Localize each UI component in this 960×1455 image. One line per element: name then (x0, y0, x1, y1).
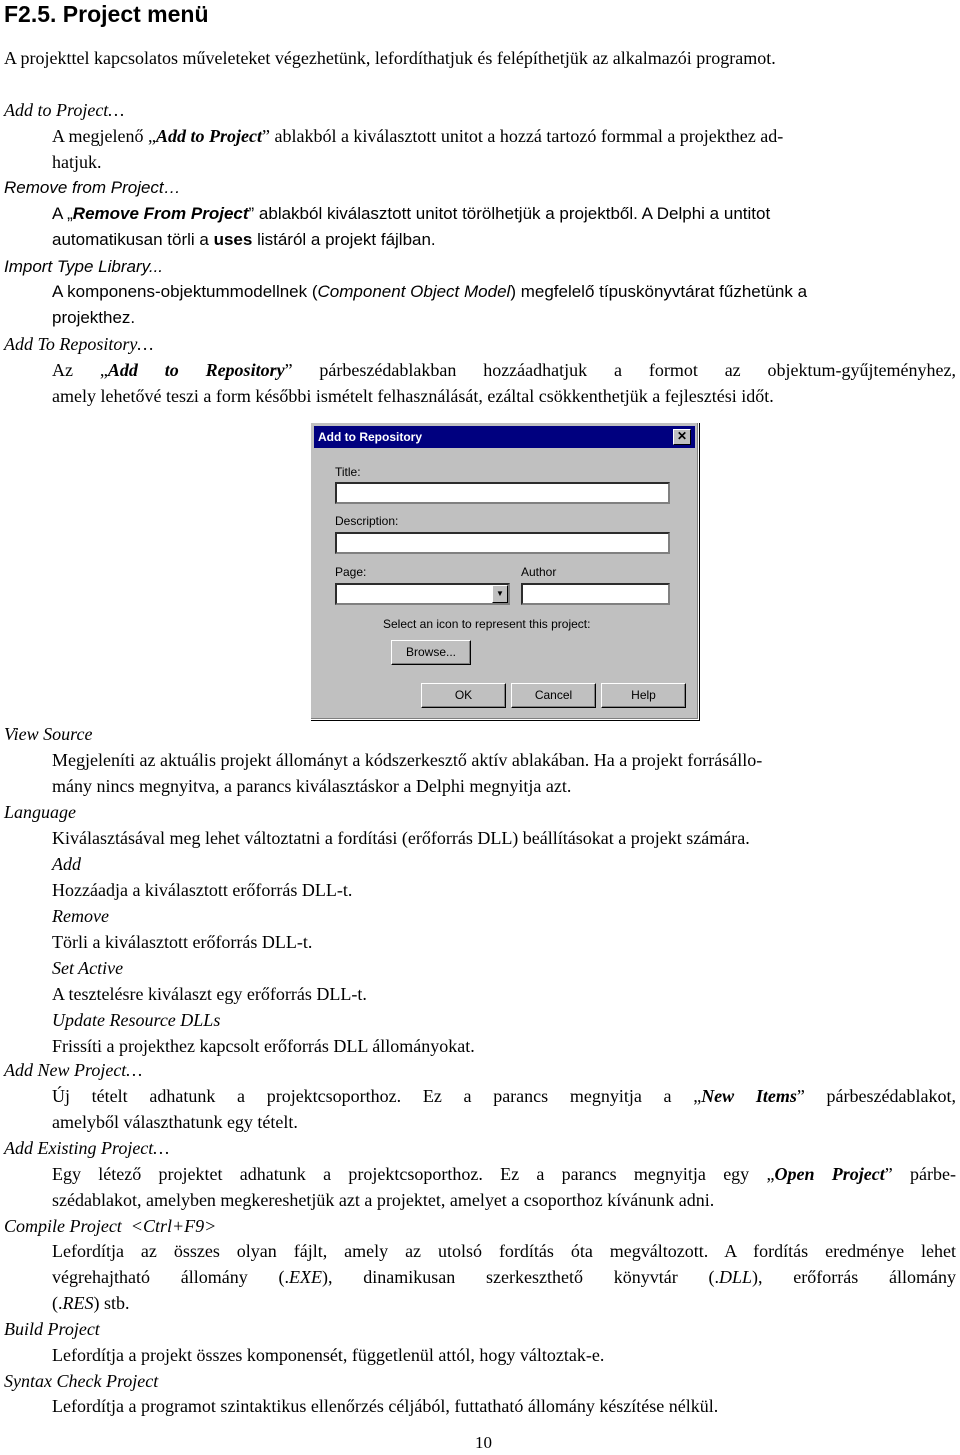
compile-project-desc: Lefordítja az összes olyan fájlt, amely az utolsó fordítás óta megváltozott. A fordítás eredménye lehet (52, 1241, 956, 1261)
section-heading: F2.5. Project menü (4, 1, 209, 27)
help-button[interactable]: Help (601, 683, 686, 708)
dialog-title-bar (314, 426, 695, 448)
term-add-to-repository: Add To Repository… (4, 334, 154, 354)
page-number: 10 (475, 1433, 492, 1452)
add-existing-project-desc: Egy létező projektet adhatunk a projektcsoporthoz. Ez a parancs megnyitja egy „Open Project” párbe- (52, 1164, 956, 1184)
close-icon[interactable]: ✕ (673, 429, 691, 445)
intro-text: A projekttel kapcsolatos műveleteket végezhetünk, lefordíthatjuk és felépíthetjük az alkalmazói programot. (4, 48, 776, 68)
add-to-repository-dialog (310, 422, 699, 720)
description-label: Description: (335, 514, 399, 528)
add-to-project-desc-cont: hatjuk. (52, 152, 102, 172)
page-combobox[interactable] (335, 583, 510, 605)
term-language: Language (4, 802, 76, 822)
browse-button[interactable]: Browse... (391, 640, 471, 665)
term-language-set-active: Set Active (52, 958, 124, 978)
term-build-project: Build Project (4, 1319, 100, 1339)
term-import-type-library: Import Type Library... (4, 257, 164, 276)
language-update-desc: Frissíti a projekthez kapcsolt erőforrás DLL állományokat. (52, 1036, 475, 1056)
add-new-project-desc: Új tételt adhatunk a projektcsoporthoz. Ez a parancs megnyitja a „New Items” párbeszédablakot, (52, 1086, 956, 1106)
ok-button[interactable]: OK (421, 683, 506, 708)
remove-from-project-desc: A „Remove From Project” ablakból kiválasztott unitot törölhetjük a projektből. A Delphi a untitot (52, 204, 771, 223)
term-language-add: Add (52, 854, 81, 874)
syntax-check-desc: Lefordítja a programot szintaktikus ellenőrzés céljából, futtatható állomány készítése nélkül. (52, 1396, 719, 1416)
language-remove-desc: Törli a kiválasztott erőforrás DLL-t. (52, 932, 313, 952)
page-label: Page: (335, 565, 367, 579)
term-language-update: Update Resource DLLs (52, 1010, 221, 1030)
term-syntax-check: Syntax Check Project (4, 1371, 159, 1391)
term-language-remove: Remove (52, 906, 109, 926)
view-source-desc-cont: mány nincs megnyitva, a parancs kiválasztáskor a Delphi megnyitja azt. (52, 776, 572, 796)
add-to-project-desc: A megjelenő „Add to Project” ablakból a kiválasztott unitot a hozzá tartozó formmal a projekthez ad- (52, 126, 784, 146)
term-compile-project: Compile Project <Ctrl+F9> (4, 1216, 217, 1236)
language-desc: Kiválasztásával meg lehet változtatni a fordítási (erőforrás DLL) beállításokat a projekt számára. (52, 828, 750, 848)
add-new-project-desc-cont: amelyből választhatunk egy tételt. (52, 1112, 298, 1132)
title-label: Title: (335, 465, 361, 479)
dialog-title: Add to Repository (318, 430, 422, 444)
remove-from-project-desc-cont: automatikusan törli a uses listáról a projekt fájlban. (52, 230, 436, 249)
import-type-library-desc: A komponens-objektummodellnek (Component Object Model) megfelelő típuskönyvtárat fűzhetünk a (52, 282, 808, 301)
compile-project-desc-end: (.RES) stb. (52, 1293, 130, 1313)
term-remove-from-project: Remove from Project… (4, 178, 181, 197)
language-add-desc: Hozzáadja a kiválasztott erőforrás DLL-t. (52, 880, 353, 900)
import-type-library-desc-cont: projekthez. (52, 308, 136, 327)
term-add-to-project: Add to Project… (4, 100, 125, 120)
term-add-existing-project: Add Existing Project… (4, 1138, 170, 1158)
term-view-source: View Source (4, 724, 93, 744)
build-project-desc: Lefordítja a projekt összes komponensét, függetlenül attól, hogy változtak-e. (52, 1345, 605, 1365)
compile-project-desc-cont: végrehajtható állomány (.EXE), dinamikusan szerkeszthető könyvtár (.DLL), erőforrás állomány (52, 1267, 956, 1287)
chevron-down-icon[interactable]: ▼ (492, 585, 508, 603)
author-field[interactable] (521, 583, 670, 605)
author-label: Author (521, 565, 557, 579)
title-field[interactable] (335, 482, 670, 504)
term-add-new-project: Add New Project… (4, 1060, 143, 1080)
description-field[interactable] (335, 532, 670, 554)
add-to-repository-desc-cont: amely lehetővé teszi a form későbbi ismételt felhasználását, ezáltal csökkenthetjük a fejlesztési időt. (52, 386, 774, 406)
cancel-button[interactable]: Cancel (511, 683, 596, 708)
add-existing-project-desc-cont: szédablakot, amelyben megkereshetjük azt a projektet, amelyet a csoporthoz kívánunk adni. (52, 1190, 715, 1210)
language-set-active-desc: A tesztelésre kiválaszt egy erőforrás DLL-t. (52, 984, 367, 1004)
add-to-repository-desc: Az „Add to Repository” párbeszédablakban hozzáadhatjuk a formot az objektum-gyűjteményhez, (52, 360, 956, 380)
icon-prompt: Select an icon to represent this project: (383, 617, 591, 631)
view-source-desc: Megjeleníti az aktuális projekt állományt a kódszerkesztő aktív ablakában. Ha a projekt forrásállo- (52, 750, 763, 770)
